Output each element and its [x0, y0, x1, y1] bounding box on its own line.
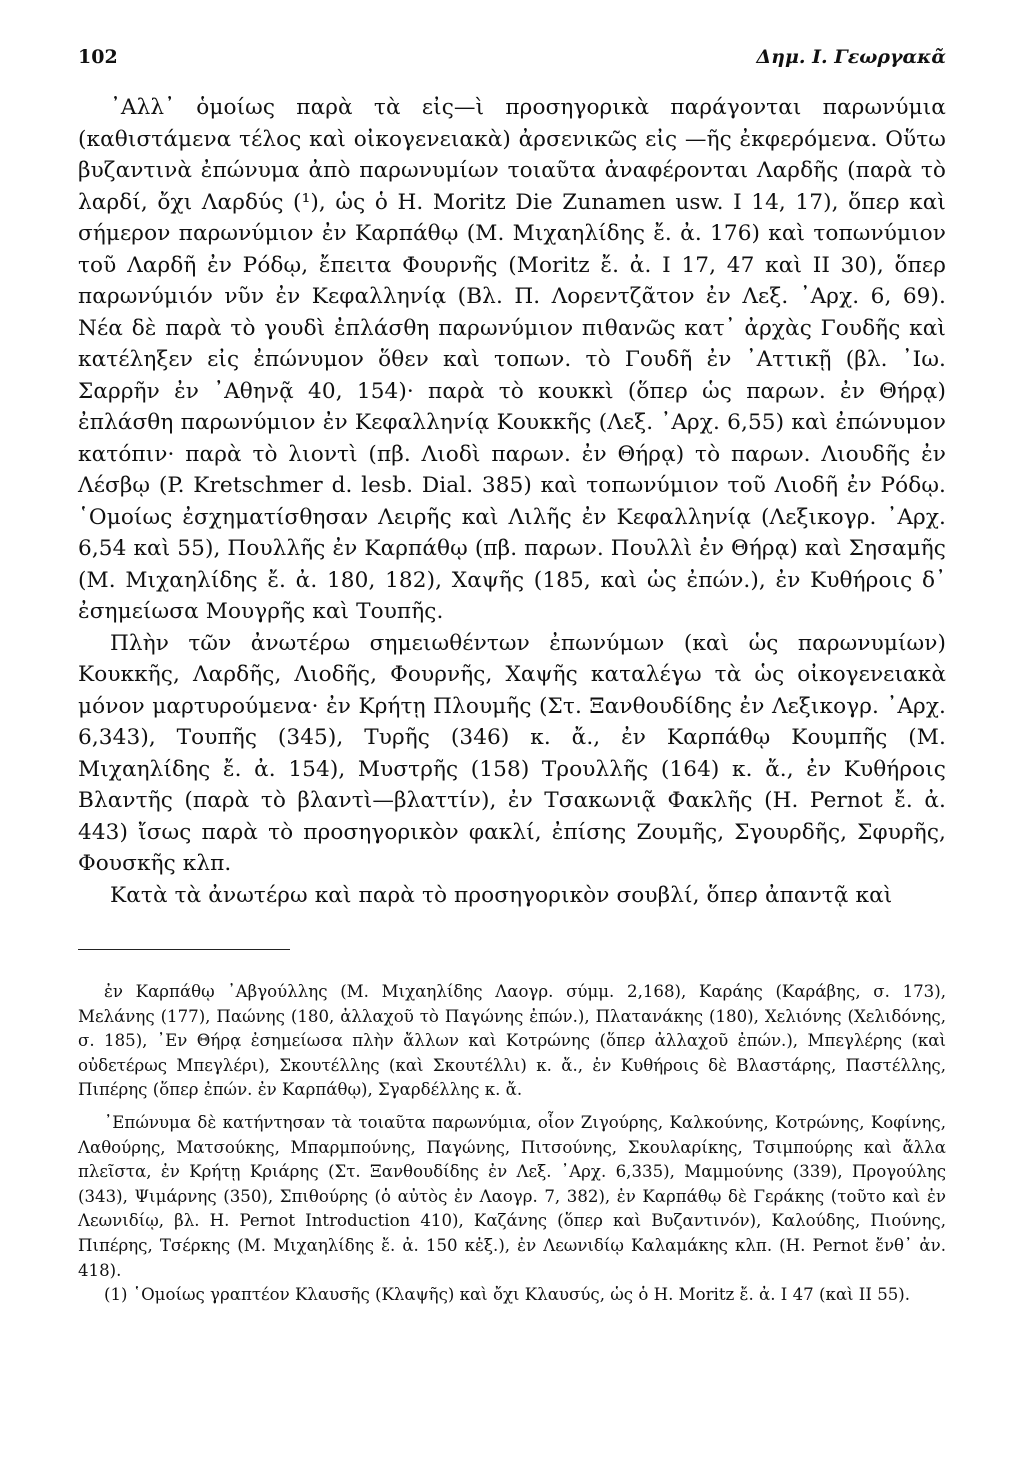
body-paragraph: Κατὰ τὰ ἀνωτέρω καὶ παρὰ τὸ προσηγορικὸν σουβλί, ὅπερ ἀπαντᾷ καὶ: [110, 882, 893, 908]
body-paragraph: ᾿Αλλ᾿ ὁμοίως παρὰ τὰ εἰς—ὶ προσηγορικὰ παράγονται παρωνύμια (καθιστάμενα τέλος καὶ οἰκογενειακὰ) ἀρσενικῶς εἰς —ῆς ἐκφερόμενα. Οὕτω βυζαντινὰ ἐπώνυμα ἀπὸ παρωνυμίων τοιαῦτα ἀναφέρονται Λαρδῆς (παρὰ τὸ λαρδί, ὄχι Λαρδύς (¹), ὡς ὁ H. Moritz Die Zunamen usw. I 14, 17), ὅπερ καὶ σήμερον παρωνύμιον ἐν Καρπάθῳ (Μ. Μιχαηλίδης ἔ. ἀ. 176) καὶ τοπωνύμιον τοῦ Λαρδῆ ἐν Ρόδῳ, ἔπειτα Φουρνῆς (Moritz ἔ. ἀ. I 17, 47 καὶ II 30), ὅπερ παρωνύμιόν νῦν ἐν Κεφαλληνίᾳ (Βλ. Π. Λορεντζᾶτον ἐν Λεξ. ᾿Αρχ. 6, 69). Νέα δὲ παρὰ τὸ γουδὶ ἐπλάσθη παρωνύμιον πιθανῶς κατ᾿ ἀρχὰς Γουδῆς καὶ κατέληξεν εἰς ἐπώνυμον ὅθεν καὶ τοπων. τὸ Γουδῆ ἐν ᾿Αττικῇ (βλ. ᾿Ιω. Σαρρῆν ἐν ᾿Αθηνᾷ 40, 154)· παρὰ τὸ κουκκὶ (ὅπερ ὡς παρων. ἐν Θήρᾳ) ἐπλάσθη παρωνύμιον ἐν Κεφαλληνίᾳ Κουκκῆς (Λεξ. ᾿Αρχ. 6,55) καὶ ἐπώνυμον κατόπιν· παρὰ τὸ λιοντὶ (πβ. Λιοδὶ παρων. ἐν Θήρᾳ) τὸ παρων. Λιουδῆς ἐν Λέσβῳ (P. Kretschmer d. lesb. Dial. 385) καὶ τοπωνύμιον τοῦ Λιοδῆ ἐν Ρόδῳ. ῾Ομοίως ἐσχηματίσθησαν Λειρῆς καὶ Λιλῆς ἐν Κεφαλληνίᾳ (Λεξικογρ. ᾿Αρχ. 6,54 καὶ 55), Πουλλῆς ἐν Καρπάθῳ (πβ. παρων. Πουλλὶ ἐν Θήρᾳ) καὶ Σησαμῆς (Μ. Μιχαηλίδης ἔ. ἀ. 180, 182), Χαψῆς (185, καὶ ὡς ἐπών.), ἐν Κυθήροις δ᾿ ἐσημείωσα Μουγρῆς καὶ Τουπῆς.: [78, 95, 946, 624]
book-page: [78, 34, 946, 1308]
footnote-numbered: (1) ῾Ομοίως γραπτέον Κλαυσῆς (Κλαψῆς) καὶ ὄχι Κλαυσύς, ὡς ὁ H. Moritz ἔ. ἀ. I 47 (καὶ II 55).: [104, 1285, 911, 1305]
page-number: 102: [78, 46, 118, 68]
page-header: [78, 34, 946, 74]
body-paragraph: Πλὴν τῶν ἀνωτέρω σημειωθέντων ἐπωνύμων (καὶ ὡς παρωνυμίων) Κουκκῆς, Λαρδῆς, Λιοδῆς, Φουρνῆς, Χαψῆς καταλέγω τὰ ὡς οἰκογενειακὰ μόνον μαρτυρούμενα· ἐν Κρήτῃ Πλουμῆς (Στ. Ξανθουδίδης ἐν Λεξικογρ. ᾿Αρχ. 6,343), Τουπῆς (345), Τυρῆς (346) κ. ἄ., ἐν Καρπάθῳ Κουμπῆς (Μ. Μιχαηλίδης ἔ. ἀ. 154), Μυστρῆς (158) Τρουλλῆς (164) κ. ἄ., ἐν Κυθήροις Βλαντῆς (παρὰ τὸ βλαντὶ—βλαττίν), ἐν Τσακωνιᾷ Φακλῆς (H. Pernot ἔ. ἀ. 443) ἴσως παρὰ τὸ προσηγορικὸν φακλί, ἐπίσης Ζουμῆς, Σγουρδῆς, Σφυρῆς, Φουσκῆς κλπ.: [78, 630, 946, 876]
main-text: [78, 92, 946, 911]
footnote-separator: [78, 949, 290, 950]
footnote-second: ᾿Επώνυμα δὲ κατήντησαν τὰ τοιαῦτα παρωνύμια, οἷον Ζιγούρης, Καλκούνης, Κοτρώνης, Κοφίνης, Λαθούρης, Ματσούκης, Μπαρμπούνης, Παγώνης, Πιτσούνης, Σκουλαρίκης, Τσιμπούρης καὶ ἄλλα πλεῖστα, ἐν Κρήτῃ Κριάρης (Στ. Ξανθουδίδης ἐν Λεξ. ᾿Αρχ. 6,335), Μαμμούνης (339), Προγούλης (343), Ψιμάρνης (350), Σπιθούρης (ὁ αὐτὸς ἐν Λαογρ. 7, 382), ἐν Καρπάθῳ δὲ Γεράκης (τοῦτο καὶ ἐν Λεωνιδίῳ, βλ. H. Pernot Introduction 410), Καζάνης (ὅπερ καὶ Βυζαντινόν), Καλούδης, Πιούνης, Πιπέρης, Τσέρκης (Μ. Μιχαηλίδης ἔ. ἀ. 150 κἑξ.), ἐν Λεωνιδίῳ Καλαμάκης κλπ. (H. Pernot ἔνθ᾿ ἀν. 418).: [78, 1112, 946, 1280]
footnotes: [78, 980, 946, 1308]
running-head: Δημ. Ι. Γεωργακᾶ: [756, 46, 946, 68]
footnote-continued: ἐν Καρπάθῳ ᾿Αβγούλλης (Μ. Μιχαηλίδης Λαογρ. σύμμ. 2,168), Καράης (Καράβης, σ. 173), Μελάνης (177), Παώνης (180, ἀλλαχοῦ τὸ Παγώνης ἐπών.), Πλατανάκης (180), Χελιόνης (Χελιδόνης, σ. 185), ᾿Εν Θήρᾳ ἐσημείωσα πλὴν ἄλλων καὶ Κοτρώνης (ὅπερ ἀλλαχοῦ ἐπών.), Μπεγλέρης (καὶ οὐδετέρως Μπεγλέρι), Σκουτέλλης (καὶ Σκουτέλλι) κ. ἄ., ἐν Κυθήροις δὲ Βλαστάρης, Παστέλλης, Πιπέρης (ὅπερ ἐπών. ἐν Καρπάθῳ), Σγαρδέλλης κ. ἄ.: [78, 982, 946, 1100]
